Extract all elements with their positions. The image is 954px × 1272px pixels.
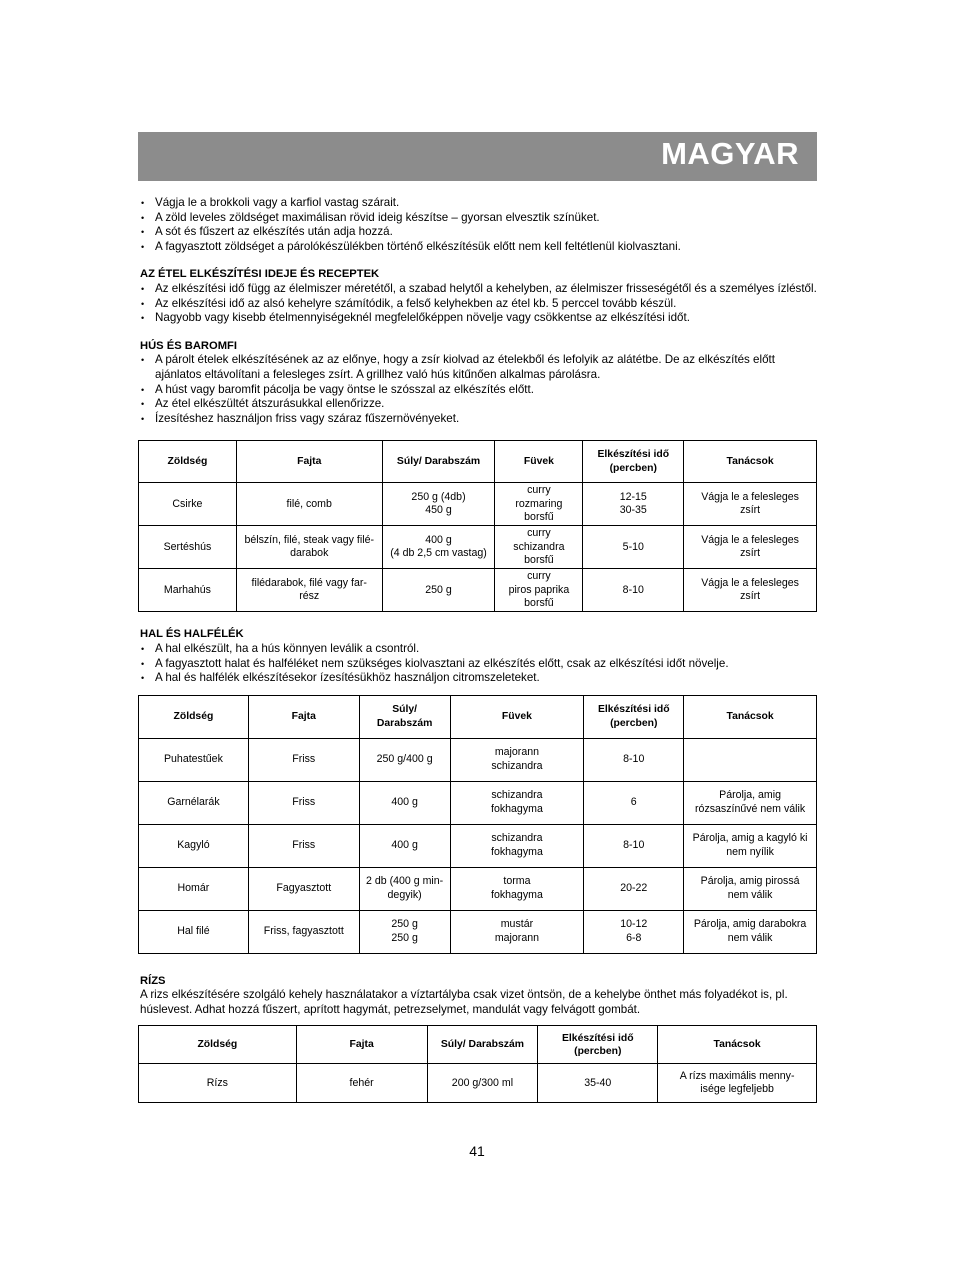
column-header: Zöldség [139, 441, 237, 483]
list-item: • Az étel elkészültét átszurásukkal ellenőrizze. [140, 397, 818, 412]
list-item: • Vágja le a brokkoli vagy a karfiol vastag szárait. [140, 196, 818, 211]
column-header: Fajta [296, 1026, 427, 1064]
meat-table [138, 440, 817, 612]
page-title: MAGYAR [661, 136, 799, 171]
table-cell: Homár [139, 867, 249, 910]
table-cell: Kagyló [139, 824, 249, 867]
table-cell: Puhatestűek [139, 738, 249, 781]
list-item: • A húst vagy baromfit pácolja be vagy öntse le szósszal az elkészítés előtt. [140, 383, 818, 398]
table-cell: 400 g [359, 781, 450, 824]
table-cell: schizandra fokhagyma [450, 781, 584, 824]
column-header: Elkészítési idő (percben) [538, 1026, 658, 1064]
table-cell: 250 g [382, 569, 495, 612]
table-cell: 6 [584, 781, 684, 824]
table-row [139, 1064, 817, 1103]
table-cell: Párolja, amig a kagyló ki nem nyílik [684, 824, 817, 867]
table-header-row [139, 1026, 817, 1064]
header-bar [138, 132, 817, 181]
list-item: • A párolt ételek elkészítésének az az előnye, hogy a zsír kiolvad az ételekből és lefolyik az alátétbe. De az elkészítés előtt ajánlatos eltávolítani a felesleges zsírt. A grillhez való hús kitűnően alkalmas párolásra. [140, 353, 818, 382]
table-cell: Párolja, amig darabokra nem válik [684, 910, 817, 953]
table-cell [684, 738, 817, 781]
column-header: Füvek [495, 441, 583, 483]
list-item: • A zöld leveles zöldséget maximálisan rövid ideig készítse – gyorsan elvesztik színüket. [140, 211, 818, 226]
table-row [139, 910, 817, 953]
table-cell: schizandra fokhagyma [450, 824, 584, 867]
time-bullet-list [140, 282, 818, 326]
table-cell: 250 g (4db) 450 g [382, 483, 495, 526]
table-cell: 8-10 [583, 569, 684, 612]
table-row [139, 867, 817, 910]
fish-table [138, 695, 817, 954]
table-header-row [139, 441, 817, 483]
table-cell: Párolja, amig pirossá nem válik [684, 867, 817, 910]
table-cell: Friss [248, 781, 359, 824]
list-item: • A sót és fűszert az elkészítés után adja hozzá. [140, 225, 818, 240]
table-cell: bélszín, filé, steak vagy filé- darabok [236, 526, 382, 569]
table-cell: Rízs [139, 1064, 297, 1103]
table-row [139, 824, 817, 867]
table-cell: 250 g 250 g [359, 910, 450, 953]
table-cell: Friss [248, 738, 359, 781]
column-header: Elkészítési idő (percben) [584, 695, 684, 738]
table-cell: Párolja, amig rózsaszínűvé nem válik [684, 781, 817, 824]
column-header: Fajta [248, 695, 359, 738]
table-cell: Marhahús [139, 569, 237, 612]
table-cell: Friss [248, 824, 359, 867]
list-item: • A fagyasztott halat és halféléket nem szükséges kiolvasztani az elkészítés előtt, csak az elkészítési időt növelje. [140, 657, 818, 672]
table-cell: filé, comb [236, 483, 382, 526]
table-row [139, 483, 817, 526]
table-cell: A rízs maximális menny- isége legfeljebb [658, 1064, 817, 1103]
table-cell: curry schizandra borsfű [495, 526, 583, 569]
column-header: Tanácsok [684, 695, 817, 738]
list-item: • A hal és halfélék elkészítésekor ízesítésükhöz használjon citromszeleteket. [140, 671, 818, 686]
table-cell: Friss, fagyasztott [248, 910, 359, 953]
section-title-rice: RÍZS [140, 974, 166, 987]
table-cell: Sertéshús [139, 526, 237, 569]
table-row [139, 781, 817, 824]
table-cell: Hal filé [139, 910, 249, 953]
column-header: Súly/ Darabszám [427, 1026, 538, 1064]
list-item: • A hal elkészült, ha a hús könnyen leválik a csontról. [140, 642, 818, 657]
column-header: Zöldség [139, 695, 249, 738]
table-row [139, 738, 817, 781]
table-cell: Fagyasztott [248, 867, 359, 910]
intro-bullet-list [140, 196, 818, 254]
column-header: Fajta [236, 441, 382, 483]
column-header: Tanácsok [684, 441, 817, 483]
rice-table [138, 1025, 817, 1103]
column-header: Súly/ Darabszám [359, 695, 450, 738]
section-title-fish: HAL ÉS HALFÉLÉK [140, 628, 244, 641]
content [140, 196, 818, 1103]
table-cell: Vágja le a felesleges zsírt [684, 526, 817, 569]
table-cell: 8-10 [584, 738, 684, 781]
table-cell: Garnélarák [139, 781, 249, 824]
table-cell: 200 g/300 ml [427, 1064, 538, 1103]
fish-bullet-list [140, 642, 818, 686]
table-cell: 5-10 [583, 526, 684, 569]
list-item: • A fagyasztott zöldséget a párolókészülékben történő elkészítésük előtt nem kell feltétlenül kiolvasztani. [140, 240, 818, 255]
table-cell: 10-12 6-8 [584, 910, 684, 953]
column-header: Súly/ Darabszám [382, 441, 495, 483]
table-cell: 20-22 [584, 867, 684, 910]
column-header: Tanácsok [658, 1026, 817, 1064]
table-cell: 12-15 30-35 [583, 483, 684, 526]
table-cell: Vágja le a felesleges zsírt [684, 569, 817, 612]
table-cell: curry piros paprika borsfű [495, 569, 583, 612]
table-cell: mustár majorann [450, 910, 584, 953]
section-title-meat: HÚS ÉS BAROMFI [140, 339, 237, 352]
table-cell: 400 g [359, 824, 450, 867]
meat-bullet-list [140, 353, 818, 426]
list-item: • Nagyobb vagy kisebb ételmennyiségeknél megfelelőképpen növelje vagy csökkentse az elkészítési időt. [140, 311, 818, 326]
table-cell: Csirke [139, 483, 237, 526]
section-title-time: AZ ÉTEL ELKÉSZÍTÉSI IDEJE ÉS RECEPTEK [140, 268, 380, 281]
table-header-row [139, 695, 817, 738]
page-number: 41 [469, 1143, 485, 1159]
table-cell: 250 g/400 g [359, 738, 450, 781]
table-row [139, 569, 817, 612]
table-cell: fehér [296, 1064, 427, 1103]
table-cell: Vágja le a felesleges zsírt [684, 483, 817, 526]
table-cell: 8-10 [584, 824, 684, 867]
table-cell: curry rozmaring borsfű [495, 483, 583, 526]
table-cell: 400 g (4 db 2,5 cm vastag) [382, 526, 495, 569]
table-cell: majorann schizandra [450, 738, 584, 781]
table-cell: filédarabok, filé vagy far- rész [236, 569, 382, 612]
table-cell: torma fokhagyma [450, 867, 584, 910]
rice-paragraph: A rizs elkészítésére szolgáló kehely használatakor a víztartályba csak vizet öntsön, de a kehelybe önthet más folyadékot is, pl. húslevest. Adhat hozzá fűszert, aprított hagymát, petrezselymet, mandulát vagy felvágott gombát. [140, 988, 788, 1016]
table-cell: 2 db (400 g min- degyik) [359, 867, 450, 910]
column-header: Elkészítési idő (percben) [583, 441, 684, 483]
table-row [139, 526, 817, 569]
list-item: • Az elkészítési idő függ az élelmiszer méretétől, a szabad helytől a kehelyben, az élelmiszer frisseségétől és a személyes ízléstől. [140, 282, 818, 297]
column-header: Füvek [450, 695, 584, 738]
list-item: • Az elkészítési idő az alsó kehelyre számítódik, a felső kelyhekben az étel kb. 5 perccel tovább készül. [140, 297, 818, 312]
list-item: • Ízesítéshez használjon friss vagy száraz fűszernövényeket. [140, 412, 818, 427]
table-cell: 35-40 [538, 1064, 658, 1103]
column-header: Zöldség [139, 1026, 297, 1064]
